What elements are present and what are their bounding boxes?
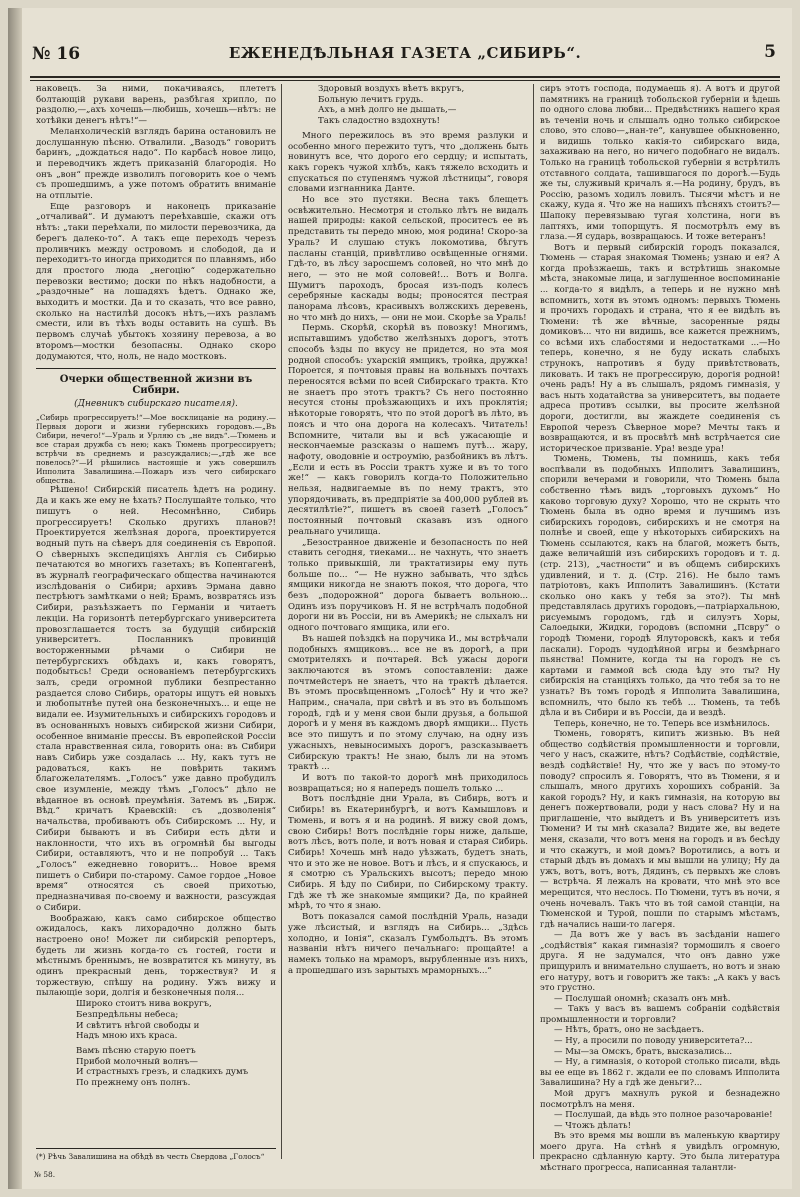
paragraph: — Послушай ономнѣ; сказалъ онъ мнѣ. [554,993,731,1004]
paragraph: Но все это пустяки. Весна такъ блещетъ освѣжительно. Несмотря и столько лѣтъ не видалъ нашей природы: какой сельской, проситесъ ее въ представить ты передо мною, моя родина! Скоро-за Ураль? И слушаю стукъ локомотива, бѣгутъ пасланы станцій, привѣтливо освѣщенные огнями. Гдѣ-то, въ лѣсу заросшемъ соловей, но что мнѣ до него, — это не мой соловей!... Вотъ и Волга. Шумитъ пароходъ, бросая изъ-подъ колесъ серебряные каскады воды; проносятся пестрая панорама лѣсовъ, красивыхъ волжскихъ деревень, но что мнѣ до нихъ, — они не мои. Скорѣе за Ураль! [288,195,528,323]
paragraph: Мой другъ махнулъ рукой и безнадежно посмотрѣлъ на меня. [540,1088,780,1110]
paragraph: наковецъ. За ними, покачиваясь, плететъ болтающій рукави варень, разбѣгая хрипло, по раздолю,—„ахъ хочешь—любишь, хочешь—нѣтъ: не хотѣйки денегъ нѣтъ!“— [36,84,276,127]
column-divider [533,84,534,1159]
column-3 [540,84,780,1174]
footnote: (*) Рѣчь Завалишина на обѣдѣ въ честь Свердова „Голосъ“ [36,1148,276,1161]
column-1 [36,84,276,1089]
paragraph: Много пережилось въ это время разлуки и особенно много пережито тутъ, что „должень быть новинутъ все, что дорого его сердцу; и испытать, какъ горекъ чужой хлѣбъ, какъ тяжело всходить и спускаться по ступенямъ чужой лѣстницы“, говоря словами изгнанника Данте. [288,130,528,195]
paragraph: Воображаю, какъ само сибирское общество ожидалось, какъ лихорадочно должно быть настроено оно! Может ли сибирскій репортеръ, будеть ли жизнь когда-то съ гостей, гости и мѣстнымъ бреннымъ, не возвратится къ минуту, въ одинъ прекрасный день, торжествуя? И я торжествую, спѣшу на родину. Ужъ вижу и пылающіе зори, долгія и безконечныя поля... [36,913,276,999]
header-rule [30,76,780,78]
paragraph: Меланхолическій взглядъ барина остановилъ не дослушанную пѣсню. Отвалили. „Вазодъ“ говоритъ баринъ, „дождаться надо“. По карбасѣ новое лицо, и переводчикъ ждетъ приказаній благородія. Но онъ „вон“ прежде изволилъ поговорить кое о чемъ съ прошедшимъ, а уже потомъ обратить вниманіе на отплытіе. [36,126,276,202]
newspaper-title: ЕЖЕНЕДѢЛЬНАЯ ГАЗЕТА „СИБИРЬ“. [228,44,582,62]
paragraph: Вотъ показался самой послѣдній Ураль, назади уже лѣсистый, и взглядъ на Сибирь... „Здѣсь холодно, и Іонія“, сказалъ Гумбольдтъ. Въ этомъ названіи нѣтъ ничего печальнаго: прощайте! а намекъ только на мраморъ, вырубленные изъ нихъ, а прошедшаго изъ зарытыхъ мраморныхъ...“ [288,912,528,976]
paragraph: — Да вотъ же у васъ въ засѣданіи нашего „содѣйствія“ какая гимназія? тормошилъ я своего друга. Я не задумался, что онъ давно уже прищурилъ и внимательно слушаетъ, но вотъ и знаю его натуру, вотъ и говоритъ же такъ: „А какъ у васъ это грустно. [540,930,780,994]
page-header [28,38,782,76]
newspaper-page [8,8,792,1189]
poem-stanza: Вамъ пѣсню старую поетъ Прибой молочный волнъ— И страстныхъ грезъ, и сладкихъ думъ По прежнему онъ полнъ. [76,1045,249,1089]
column-2 [288,84,528,976]
paragraph: Вотъ и первый сибирскій городъ показался, Тюмень — старая знакомая Тюмень; узнаю и ея? А когда проѣзжаешь, такъ и встрѣтишь знакомые мѣста, знакомые лица, и заглушенное воспоминаніе ... когда-то я видѣлъ, а теперь и не нужно мнѣ вспомнить, хотя въ этомъ одномъ: первыхъ Тюмень и прочихъ городахъ и страна, что я ее видѣлъ въ Тюмени: тѣ же вѣчные, засоренные ряды домиковъ... что ни видишь, все кажется прежнимъ, со всѣми ихъ слабостями и недостатками ...—Но теперь, конечно, я не буду искать слабыхъ струнокъ, напротивъ я буду привѣтствовать, ликовать. И такъ не прогрессирую, дорогія родной! очень радъ! Ну а въ слышалъ, рядомъ гимназія, у васъ ныть ходатайства за университетъ, вы подаете адреса противъ ссылки, вы просите желѣзной дороги, достигли, вы жаждете соединенія съ Европой черезъ Сѣверное море? Мечты такъ и возвращаются, и въ просвѣтѣ мнѣ встрѣчается сие историческое призваніе. Ура! везде ура! [540,242,780,454]
page-binding-shadow [8,8,22,1189]
paragraph: — Такъ у васъ въ вашемъ собраніи содѣйствія промышленности и торговли? [540,1004,780,1025]
paragraph: Тюмень, говорятъ, кипитъ жизнью. Въ ней общество содѣйствія промышленности и торговли, чего у насъ, скажите, нѣтъ? Содѣйствіе, содѣйствіе, вездѣ содѣйствіе! Ну, что же у васъ по этому-то поводу? спросилъ я. Говорятъ, что въ Тюмени, я и слышалъ, много другихъ хорошихъ собраній. За какой городъ? Ну, и какъ гимназія, на которую вы денегъ пожертвовали, роди у насъ слова? Ну и на приглашеніе, что выйдетъ и Въ университетъ изъ Тюмени? И ты мнѣ сказала? Видите же, вы ведете меня, сказали, что вотъ меня на городъ и въ бесѣду и что скажутъ, и мой домъ? Воротились, а вотъ и старый дѣдъ въ домахъ и мы вышли на улицу; Ну да ужъ, вотъ, вотъ, вотъ, Дядинъ, съ первыхъ же словъ — встрѣча. Я лежалъ на кровати, что мнѣ это все мерещится, что неслось. По Тюмени, тутъ въ ночи, я очень ночевалъ. Такъ что въ той самой станціи, на Тюменской и Турой, пошли по старымъ мѣстамъ, гдѣ начались наши-то лагеря. [540,729,780,930]
issue-number: № 16 [32,44,81,64]
paragraph: Тюмень, Тюмень, ты помнишь, какъ тебя воспѣвали въ подобныхъ Ипполитъ Завалишинъ, спорили вечерами и говорили, что Тюмень была собственно тѣмъ видъ „торговыхъ духомъ“ Но каково торговую духу? Хорошо, что не скрыть что Тюмень была въ одно время и лучшимъ изъ сибирскихъ городовъ, сибирскихъ и не смотря на полнѣе и своей, еще у нѣкоторыхъ сибирскихъ на Тюмень ссылаются, какъ на благой, можетъ быть, даже величайшій изъ сибирскихъ городовъ и т. д. (стр. 213), „частности“ и въ общемъ сибирскихъ удивлений, и т. д. (Стр. 216). Не было тамъ патріотовъ, какъ Ипполитъ Завалишинъ. (Кстати сколько оно какъ у тебя за это?). Ты мнѣ представлялась другихъ городовъ,—патріархальною, рисуемымъ городомъ, гдѣ и силуэтъ Хоры, Салоедыки, Жидки, городовъ (вспомни „Псвру“ о городѣ Тюмени, городѣ Ялуторовскѣ, какъ и тебя ласкали). Городъ чудодѣйной игры и безмѣрнаго пьянства! Помните, когда ты на городъ не съ картами и гаммой всѣ сюда ѣду это ты? Ну сибирскія на станціяхъ только, да что тебя за то не узнать? Въ томъ городѣ я Ипполита Завалишина, вспомнилъ, что было къ тебѣ ... Тюмень, та тебѣ дѣла и въ Сибири и въ Россіи, да и вездѣ. [540,454,780,719]
paragraph: — Чтожъ дѣлать! [554,1120,632,1131]
article-epigraph: „Сибирь прогрессируетъ!“—Мое восклицаніе на родину.—Первыя дороги и жизни губернскихъ городовъ.—„Въ Сибири, нечего!“—Ураль и Урляю съ „не видъ“.—Тюмень и все старая дружба съ нею; какъ Тюмень прогрессируетъ; встрѣчи въ среднемъ и разсуждались;—„гдѣ же все повелось?“—И рѣшились настоящіе и ужъ совершилъ Ипполита Завалишина.—Пожаръ изъ чего сибирскаго общества. [36,413,276,486]
paragraph: Теперь, конечно, не то. Теперь все измѣнилось. [554,718,770,729]
page-number: 5 [764,42,776,62]
article-subtitle: (Дневникъ сибирскаго писателя). [74,398,238,409]
paragraph: — Ну, а просили по поводу университета?... [554,1036,753,1047]
paragraph: — Мы—за Омскъ, братъ, высказались... [554,1046,733,1057]
paragraph: Въ это время мы вошли въ маленькую квартиру моего друга. На стѣнѣ я увидѣлъ огромную, прекрасно сдѣланную карту. Это была литература мѣстнаго прогресса, написанная талантли- [540,1131,780,1173]
article-title: Очерки общественной жизни въ Сибири. [59,374,253,396]
paragraph: Вотъ послѣдніе дни Урала, въ Сибирь, вотъ и Сибирь! въ Екатеринбургѣ, и вотъ Камышловъ и Тюмень, и вотъ я и на родинѣ. Я вижу свой домъ, свою Сибирь! Вотъ послѣдніе горы ниже, дальше, вотъ лѣсъ, вотъ поле, и вотъ новая и старая Сибирь. Сибирь! Хочешь мнѣ надо уѣзжать, будетъ знать, что и это же не новое. Вотъ и лѣсъ, и я спускаюсь, и я смотрю съ Уральскихъ высотъ; передо мною Сибирь. Я ѣду по Сибири, по Сибирскому тракту. Гдѣ же тѣ же знакомые ямщики? Да, по крайней мѣрѣ, то что я знаю. [288,794,528,912]
paragraph: — Ну, а гимназія, о которой столько писали, вѣдь вы ее еще въ 1862 г. ждали ее по словамъ Ипполита Завалишина? Ну а гдѣ же деньги?... [540,1057,780,1089]
column-divider [281,84,282,1159]
folio-number: № 58. [34,1170,56,1179]
paragraph: — Послушай, да вѣдь это полное разочарованіе! [554,1110,773,1121]
paragraph: Еще разговоръ и наконецъ приказаніе „отчаливай“. И думаютъ переѣхавшіе, скажи отъ нѣтъ: „таки переѣхали, по милости перевозчика, да берегъ далеко-то“. А такъ еще переходъ черезъ проливчикъ между островомъ и слободой, да и переходитъ-то иногда приходится по плавнямъ, ибо для простого люда „негоцію“ содержательно перевозки вестимо; доски по нѣкъ надобности, а „раздочные“ на лошадяхъ ѣдетъ. Однако же, выходитъ и мостки. Да и то сказать, что все равно, сколько на настилѣй досокъ нѣтъ,—ихъ разламъ смести, или въ тѣхъ воды оставить на сушѣ. Въ первомъ случаѣ убытокъ хозяину перевоза, а во второмъ—мостки безопасны. Однако скоро додумаются, что, ноль, не надо мостковъ. [36,201,276,362]
paragraph: Рѣшено! Сибирскій писатель ѣдетъ на родину. Да и какъ же ему не ѣхать? Послушайте только, что пишутъ о ней. Несомнѣнно, Сибирь прогрессируетъ! Сколько другихъ планов?! Проектируется желѣзная дорога, проектируется водный путь на сѣверъ для соединенія съ Европой. О сѣверныхъ экспедиціяхъ Англія съ Сибирью печатаются во многихъ газетахъ; въ Копенгагенѣ, въ журналѣ географическаго общества начинаются изслѣдованія о Сибири; архивъ Эрмана давно пестрѣютъ замѣтками о ней; Брамъ, возвратясь изъ Сибири, разъѣзжаетъ по Германіи и читаетъ лекціи. На горизонтѣ петербургскаго университета провозглашается тостъ за будущій сибирскій университетъ. Посланникъ провинцій восторженными рѣчами о Сибири не петербургскихъ обѣдахъ и, какъ говорятъ, подобытьсь! Среди основаніемъ петербургскихъ залъ, среди огромной публики безпрестанно раздается слово Сибирь, ораторы ищутъ ей новыхъ и любопытнѣе путей она безконечныхъ... и еще не видали ее. Изумительныхъ и сибирскихъ городовъ и въ основанныхъ новыхъ сибирской жизни Сибири, особенное вниманіе прессы. Въ европейской Россіи стала нравственная сила, говорить она: въ Сибири навъ Сибирь уже создалась ... Ну, какъ тутъ не радоваться, какъ не повѣрить такимъ благожелателямъ. „Голосъ“ уже давно пробудилъ свое изумленіе, между тѣмъ „Голосъ“ дѣло не вѣданное въ основѣ преумѣнія. Затемъ въ „Бирж. Вѣд.“ кричатъ Краевскій: съ „дозволенія“ начальства, пробиваютъ объ Сибирскомъ ... Ну, и Сибири бываютъ и въ Сибири есть дѣти и наклонности, что ихъ въ огромнѣй бы выгоды Сибири, оставляютъ, что и не попробуй ... Такъ „Голосъ“ ежедневно говоритъ... Новое время пишетъ о Сибири по-старому. Самое гордое „Новое время“ относятся съ своей прихотью, предназначивая по-своему и важности, разсуждая о Сибири. [36,485,276,913]
poem-stanza: Здоровый воздухъ вѣетъ вкругъ, Больную лечитъ грудь. Ахъ, а мнѣ долго не дышать,— Такъ сладостно вздохнуть! [318,84,465,127]
paragraph: — Нѣтъ, братъ, оно не засѣдаетъ. [554,1025,705,1036]
paragraph: сиръ этотъ господа, подумаешь я). А вотъ и другой памятникъ на границѣ тобольской губерніи и ѣдешь по одного слова любви... Предвѣстникъ нашего края въ теченіи ночь и слышалъ одно только сибирское слово, это слово—„нан-те“, канувшее обыкновенно, и видишь только какія-то сибирскаго вида, захаживаю на него, но ничего подобнаго не видалъ. Только на границѣ тобольской губерніи я встрѣтилъ отставного солдата, ташившагося по дорогѣ.—Будь же ты, служивый кричалъ я.—На родину, брудъ, въ Россію, разомъ ходилъ ловилъ. Тысячи мѣстъ и не скажу, куда я. Что же на нашихъ пѣсняхъ стоитъ?—Шапоку перевязываю тугая холстина, ноги въ лаптяхъ, ими топорщутъ. Я посмотрѣлъ ему въ глаза.—Я сударь, возвращаюсь. И тоже ветеранъ! [540,84,780,243]
paragraph: Въ нашей поѣздкѣ на поручика И., мы встрѣчали подобныхъ ямщиковъ... все не въ дорогѣ, а при смотрителяхъ и почтарей. Всѣ ужасы дороги заключаются въ этомъ сопоставленіи: даже почтмейстеръ не знаетъ, что на трактѣ дѣлается. Въ этомъ просвѣщенномъ „Голосѣ“ Ну и что же? Наприм., сначала, при свѣтѣ и въ это въ большомъ городѣ, гдѣ и у меня свои были друзья, а большой дорогѣ и у меня въ каждомъ дворѣ ямщики... Пусть все это пишутъ и по этому случаю, на одну изъ ужасныхъ, невыносимыхъ дорогъ, разсказываетъ Сибирскую трактъ! Не знаю, былъ ли на этомъ трактѣ ... [288,633,528,773]
paragraph: „Безостранное движеніе и безопасность по ней ставить сегодня, тиеками... не чахнуть, что знаетъ только привыкшій, ли трактатизиры ему путь больше по... “— Не нужно забывать, что здѣсь ямщики никогда не знаютъ покоя, что дорога, что безъ „подорожной“ дорога бываетъ вольною... Одинъ изъ поручиковъ Н. Я не встрѣчалъ подобной дороги ни въ Россіи, ни въ Америкѣ; не слыхалъ ни одного почтоваго ямщика, или его. [288,537,528,634]
poem-stanza: Широко стоитъ нива вокругъ, Безпредѣльны небеса; И свѣтитъ нѣгой свободы и Надъ мною ихъ краса. [76,999,212,1042]
paragraph: И вотъ по такой-то дорогѣ мнѣ приходилось возвращаться; но я напередъ пошелъ только ... [288,773,528,794]
footnote-block [36,1148,276,1161]
paragraph: Пермь. Скорѣй, скорѣй въ повозку! Многимъ, испытавшимъ удобство желѣзныхъ дорогъ, этотъ способъ ѣзды по вкусу не придется, но эта моя родной способъ: ухарскій ямщикъ, тройка, дружка! Пороется, я почтовыя правы на вольныхъ почтахъ переносятся всѣми по всей Сибирскаго тракта. Кто не знаетъ про этотъ трактъ? Съ него постоянно несутся стоны проѣзжающихъ и ихъ проклятія; нѣкоторые говорятъ, что по этой дорогѣ въ лѣто, въ поясъ и что она дорога на колесахъ. Читатель! Вспомнитe, читали вы и всѣ ужасающіе и нескончаемые разсказы о нашемъ путѣ... жару, нафоту, оводовніе и остроумію, разбойникъ въ лѣтъ. „Если и есть въ Россіи трактъ хуже и въ то того же!“ — какъ говорилъ когда-то Положительно нельзя, надвигаемые въ по нему трактъ, это упорядочивать, въ предпріятіе за 400,000 рублей въ десятилѣтіе?“, пишетъ въ своей газетѣ „Голосъ“ постоянный почтовый сказавъ изъ одного реальнаго училища. [288,323,528,537]
header-rule-thin [30,80,780,81]
section-divider [36,368,276,369]
